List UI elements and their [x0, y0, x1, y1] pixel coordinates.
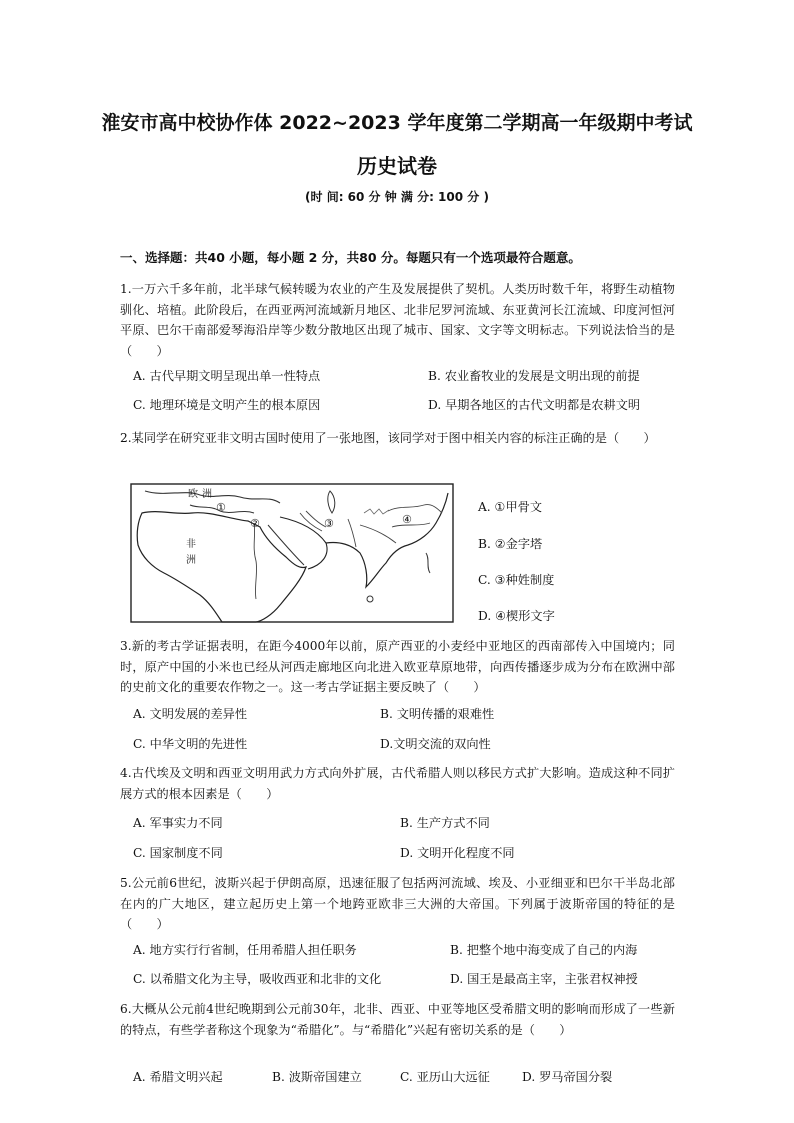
- q3-option-c: C. 中华文明的先进性: [133, 737, 248, 751]
- section-heading: 一、选择题：共40 小题，每小题 2 分，共80 分。每题只有一个选项最符合题意。: [120, 250, 581, 265]
- q1-option-b: B. 农业畜牧业的发展是文明出现的前提: [428, 369, 640, 383]
- question-5-stem: 5.公元前6世纪，波斯兴起于伊朗高原，迅速征服了包括两河流域、埃及、小亚细亚和巴尔干半岛北部在内的广大地区，建立起历史上第一个地跨亚欧非三大洲的大帝国。下列属于波斯帝国的特征的是（ ）: [120, 876, 675, 931]
- q3-option-a: A. 文明发展的差异性: [133, 707, 248, 721]
- q1-option-d: D. 早期各地区的古代文明都是农耕文明: [428, 398, 641, 412]
- q6-option-c: C. 亚历山大远征: [400, 1070, 490, 1084]
- exam-info: (时 间: 60 分 钟 满 分: 100 分 ): [305, 190, 489, 204]
- q1-option-c: C. 地理环境是文明产生的根本原因: [133, 398, 321, 412]
- q5-option-c: C. 以希腊文化为主导，吸收西亚和北非的文化: [133, 972, 382, 986]
- map-graphic: [130, 483, 454, 623]
- africa-asia-map: [130, 483, 454, 623]
- q2-option-d: D. ④楔形文字: [478, 609, 555, 623]
- map-label-zhou-1: 洲: [202, 489, 212, 500]
- q5-option-b: B. 把整个地中海变成了自己的内海: [450, 943, 638, 957]
- map-marker-2: ②: [250, 517, 260, 530]
- question-3-stem: 3.新的考古学证据表明，在距今4000年以前，原产西亚的小麦经中亚地区的西南部传入中国境内；同时，原产中国的小米也已经从河西走廊地区向北进入欧亚草原地带，向西传播逐步成为分布在欧洲中部的史前文化的重要农作物之一。这一考古学证据主要反映了（ ）: [120, 639, 675, 694]
- map-marker-4: ④: [402, 513, 412, 526]
- question-4-stem: 4.古代埃及文明和西亚文明用武力方式向外扩展，古代希腊人则以移民方式扩大影响。造成这种不同扩展方式的根本因素是（ ）: [120, 766, 675, 801]
- q3-option-d: D.文明交流的双向性: [380, 737, 491, 751]
- q4-option-a: A. 军事实力不同: [133, 816, 223, 830]
- q5-option-d: D. 国王是最高主宰，主张君权神授: [450, 972, 638, 986]
- question-6-stem: 6.大概从公元前4世纪晚期到公元前30年，北非、西亚、中亚等地区受希腊文明的影响而形成了一些新的特点，有些学者称这个现象为“希腊化”。与“希腊化”兴起有密切关系的是（ ）: [120, 1002, 675, 1037]
- question-2-stem: 2.某同学在研究亚非文明古国时使用了一张地图，该同学对于图中相关内容的标注正确的是（ ）: [120, 431, 656, 445]
- q2-option-c: C. ③种姓制度: [478, 573, 555, 587]
- map-marker-1: ①: [216, 501, 226, 514]
- q5-option-a: A. 地方实行行省制，任用希腊人担任职务: [133, 943, 357, 957]
- map-label-zhou-2: 洲: [186, 555, 196, 566]
- map-marker-3: ③: [324, 517, 334, 530]
- map-label-fei: 非: [186, 539, 196, 550]
- q6-option-b: B. 波斯帝国建立: [272, 1070, 362, 1084]
- q4-option-d: D. 文明开化程度不同: [400, 846, 515, 860]
- q1-option-a: A. 古代早期文明呈现出单一性特点: [133, 369, 321, 383]
- question-1-stem: 1.一万六千多年前，北半球气候转暖为农业的产生及发展提供了契机。人类历时数千年，将野生动植物驯化、培植。此阶段后，在西亚两河流域新月地区、北非尼罗河流域、东亚黄河长江流域、印度河恒河平原、巴尔干南部爱琴海沿岸等少数分散地区出现了城市、国家、文字等文明标志。下列说法恰当的是（ ）: [120, 282, 675, 358]
- subject-title: 历史试卷: [357, 154, 437, 178]
- q3-option-b: B. 文明传播的艰难性: [380, 707, 495, 721]
- q6-option-a: A. 希腊文明兴起: [133, 1070, 223, 1084]
- q6-option-d: D. 罗马帝国分裂: [522, 1070, 613, 1084]
- map-label-ou: 欧: [188, 489, 198, 500]
- q4-option-b: B. 生产方式不同: [400, 816, 490, 830]
- q2-option-a: A. ①甲骨文: [478, 500, 543, 514]
- q2-option-b: B. ②金字塔: [478, 537, 543, 551]
- q4-option-c: C. 国家制度不同: [133, 846, 223, 860]
- exam-title: 淮安市高中校协作体 2022~2023 学年度第二学期高一年级期中考试: [101, 112, 693, 134]
